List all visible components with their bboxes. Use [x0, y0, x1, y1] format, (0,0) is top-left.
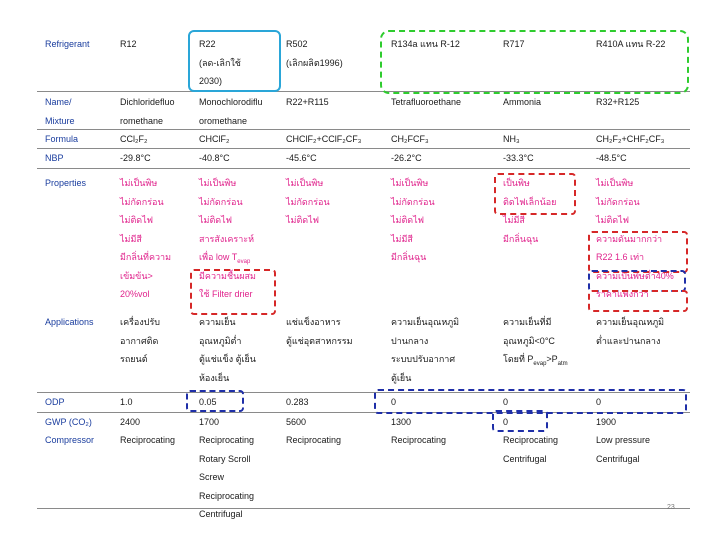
applications-r22: ความเย็น อุณหภูมิต่ำ ตู้แช่แข็ง ตู้เย็น ห้องเย็น: [199, 317, 256, 383]
odp-r502: 0.283: [286, 397, 309, 407]
blue-highlight-r22-odp: [186, 390, 244, 412]
odp-r22: 0.05: [199, 397, 217, 407]
gwp-r134a: 1300: [391, 417, 412, 427]
name-r12: Dichloridefluo romethane: [120, 97, 175, 126]
compressor-r12: Reciprocating: [120, 435, 176, 445]
header-r410a: R410A แทน R-22: [596, 39, 666, 49]
nbp-r12: -29.8°C: [120, 153, 151, 163]
red-highlight-r717-toxic: [494, 173, 576, 215]
properties-r717: เป็นพิษ ติดไฟเล็กน้อย ไม่มีสี มีกลิ่นฉุน: [503, 178, 557, 244]
green-highlight-alternatives-header: [380, 30, 689, 94]
gwp-r410a: 1900: [596, 417, 617, 427]
name-r410a: R32+R125: [596, 97, 640, 107]
properties-r22: ไม่เป็นพิษ ไม่กัดกร่อน ไม่ติดไฟ สารสังเคราะห์ เพื่อ low $T_{evap}$ มีความชื้นผสม ใช้ Filter drier: [199, 178, 256, 299]
formula-r22: CHClF₂: [199, 134, 230, 144]
nbp-row-label: NBP: [45, 153, 64, 163]
applications-r410a: ความเย็นอุณหภูมิ ต่ำและปานกลาง: [596, 317, 665, 346]
formula-r134a: CH₂FCF₃: [391, 134, 429, 144]
header-r502: R502 (เลิกผลิต1996): [286, 39, 343, 68]
formula-r12: CCl₂F₂: [120, 134, 148, 144]
page-number: 23: [667, 504, 675, 511]
odp-r717: 0: [503, 397, 509, 407]
gwp-r22: 1700: [199, 417, 220, 427]
gwp-r502: 5600: [286, 417, 307, 427]
compressor-r22: Reciprocating Rotary Scroll Screw Reciprocating Centrifugal: [199, 435, 255, 519]
gwp-r12: 2400: [120, 417, 141, 427]
row-divider: [37, 508, 690, 509]
properties-r134a: ไม่เป็นพิษ ไม่กัดกร่อน ไม่ติดไฟ ไม่มีสี มีกลิ่นฉุน: [391, 178, 435, 262]
nbp-r410a: -48.5°C: [596, 153, 627, 163]
compressor-r410a: Low pressure Centrifugal: [596, 435, 651, 464]
name-row-label: Name/ Mixture: [45, 97, 75, 126]
gwp-r717: 0: [503, 417, 509, 427]
nbp-r717: -33.3°C: [503, 153, 534, 163]
red-highlight-r410a-price: [588, 290, 688, 312]
blue-highlight-r717-gwp: [492, 410, 548, 432]
odp-r12: 1.0: [120, 397, 133, 407]
odp-r410a: 0: [596, 397, 602, 407]
name-r717: Ammonia: [503, 97, 542, 107]
name-r22: Monochlorodiflu oromethane: [199, 97, 263, 126]
compressor-row-label: Compressor: [45, 435, 95, 445]
properties-r502: ไม่เป็นพิษ ไม่กัดกร่อน ไม่ติดไฟ: [286, 178, 330, 225]
red-highlight-r410a-pressure: [588, 231, 688, 273]
nbp-r22: -40.8°C: [199, 153, 230, 163]
properties-r12: ไม่เป็นพิษ ไม่กัดกร่อน ไม่ติดไฟ ไม่มีสี มีกลิ่นที่ความ เข้มข้น> 20%vol: [120, 178, 172, 299]
odp-r134a: 0: [391, 397, 397, 407]
header-r22: R22 (ลด-เลิกใช้ 2030): [199, 39, 241, 86]
applications-r134a: ความเย็นอุณหภูมิ ปานกลาง ระบบปรับอากาศ ตู้เย็น: [391, 317, 460, 383]
refrigerant-comparison-table: [37, 32, 690, 519]
compressor-r134a: Reciprocating: [391, 435, 447, 445]
applications-row-label: Applications: [45, 317, 94, 327]
header-r134a: R134a แทน R-12: [391, 39, 460, 49]
compressor-r717: Reciprocating Centrifugal: [503, 435, 559, 464]
properties-row-label: Properties: [45, 178, 87, 188]
formula-row-label: Formula: [45, 134, 79, 144]
blue-highlight-r410a-toxicity: [588, 270, 686, 292]
applications-r502: แช่แข็งอาหาร ตู้แช่อุตสาหกรรม: [286, 317, 353, 346]
compressor-r502: Reciprocating: [286, 435, 342, 445]
applications-r12: เครื่องปรับ อากาศติด รถยนต์: [120, 317, 160, 364]
gwp-row-label: GWP (CO₂): [45, 417, 92, 427]
header-r717: R717: [503, 39, 525, 49]
header-label: Refrigerant: [45, 39, 90, 49]
odp-row-label: ODP: [45, 397, 65, 407]
properties-r410a: ไม่เป็นพิษ ไม่กัดกร่อน ไม่ติดไฟ ความดันมากกว่า R22 1.6 เท่า ความเป็นพิษต่ำ40% ราคาแพงกว่า: [596, 178, 674, 299]
red-highlight-r22-moisture: [190, 269, 276, 315]
header-r12: R12: [120, 39, 137, 49]
name-r502: R22+R115: [286, 97, 329, 107]
nbp-r134a: -26.2°C: [391, 153, 422, 163]
formula-r410a: CH₂F₂+CHF₂CF₃: [596, 134, 665, 144]
applications-r717: ความเย็นที่มี อุณหภูมิ<0°C โดยที่ $P_{evap}>P_{atm}$: [503, 317, 568, 367]
name-r134a: Tetrafluoroethane: [391, 97, 462, 107]
row-divider: [37, 168, 690, 169]
nbp-r502: -45.6°C: [286, 153, 317, 163]
cyan-highlight-r22-header: [188, 30, 281, 92]
formula-r717: NH₃: [503, 134, 520, 144]
formula-r502: CHClF₂+CClF₂CF₃: [286, 134, 362, 144]
